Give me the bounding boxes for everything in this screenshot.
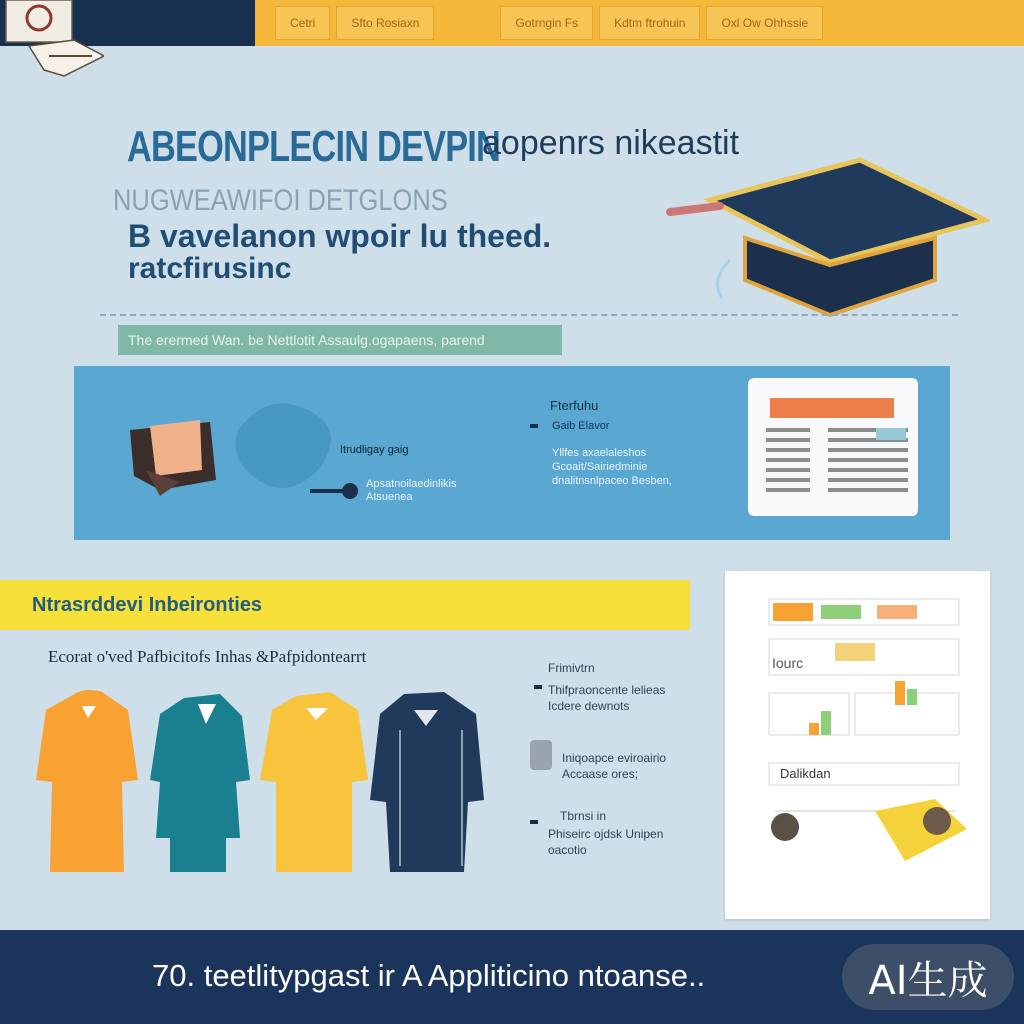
phone-icon xyxy=(530,740,552,770)
hero-title-aside: aopenrs nikeastit xyxy=(482,124,740,162)
document-card-icon xyxy=(748,378,918,516)
nav-tab-5[interactable]: Oxl Ow Ohhssie xyxy=(706,6,823,40)
hero-line-1: B vavelanon wpoir lu theed. xyxy=(128,218,552,254)
hero-tagline: The erermed Wan. be Nettlotit Assaulg.ogapaens, parend xyxy=(118,325,562,355)
list-text-3: Phiseirc ojdsk Unipen oacotio xyxy=(548,827,664,857)
section-subtitle: Ecorat o'ved Pafbicitofs Inhas &Pafpidontearrt xyxy=(48,647,367,666)
gown-navy-icon xyxy=(370,692,484,872)
report-label: Iourc xyxy=(772,655,804,671)
feature-text: Yllfes axaelaleshos Gcoait/Sairiedminie dnalitnsnlpaceo Besben, xyxy=(552,447,672,487)
folder-icon xyxy=(120,410,220,500)
gowns-illustration xyxy=(30,690,490,875)
list-title-1: Frimivtrn xyxy=(548,661,595,675)
nav-tab-4[interactable]: Kdtm ftrohuin xyxy=(599,6,700,40)
report-label-2: Dalikdan xyxy=(780,766,831,781)
gown-yellow-icon xyxy=(260,692,368,872)
logo-seal-icon xyxy=(4,0,104,78)
list-text-1: Thifpraoncente lelieas Icdere dewnots xyxy=(548,683,666,713)
feature-heading: Fterfuhu xyxy=(550,398,599,413)
footer-text: 70. teetlitypgast ir A Appliticino ntoanse.. xyxy=(152,958,706,993)
gown-teal-icon xyxy=(150,694,250,872)
feature-mid-text: Apsatnoilaedinlikis Atsuenea xyxy=(366,478,457,503)
bullet-icon xyxy=(534,685,542,689)
key-icon xyxy=(306,480,362,502)
nav-tabs xyxy=(255,0,1024,46)
graduation-cap-icon xyxy=(660,150,990,320)
hero-title: ABEONPLECIN DEVPIN xyxy=(127,122,501,171)
list-text-2: Iniqoapce eviroairio Accaase ores; xyxy=(562,751,667,781)
divider xyxy=(100,314,958,316)
hero-subtitle: NUGWEAWIFOI DETGLONS xyxy=(113,184,448,217)
list-title-3: Tbrnsi in xyxy=(560,809,607,823)
nav-tab-3[interactable]: Gotrngin Fs xyxy=(500,6,593,40)
nav-tab-1[interactable]: Cetri xyxy=(275,6,330,40)
bullet-icon xyxy=(530,424,538,428)
ai-generated-badge: AI生成 xyxy=(842,944,1014,1010)
section-title: Ntrasrddevi Inbeironties xyxy=(32,594,263,616)
nav-tab-2[interactable]: Sfto Rosiaxn xyxy=(336,6,434,40)
hero-line-2: ratcfirusinc xyxy=(128,252,292,285)
feature-mid-label: Itrudligay gaig xyxy=(340,444,409,456)
gown-orange-icon xyxy=(36,690,138,872)
bullet-icon xyxy=(530,820,538,824)
feature-item: Gaib Elavor xyxy=(552,420,610,432)
report-graphic-icon xyxy=(725,571,990,919)
